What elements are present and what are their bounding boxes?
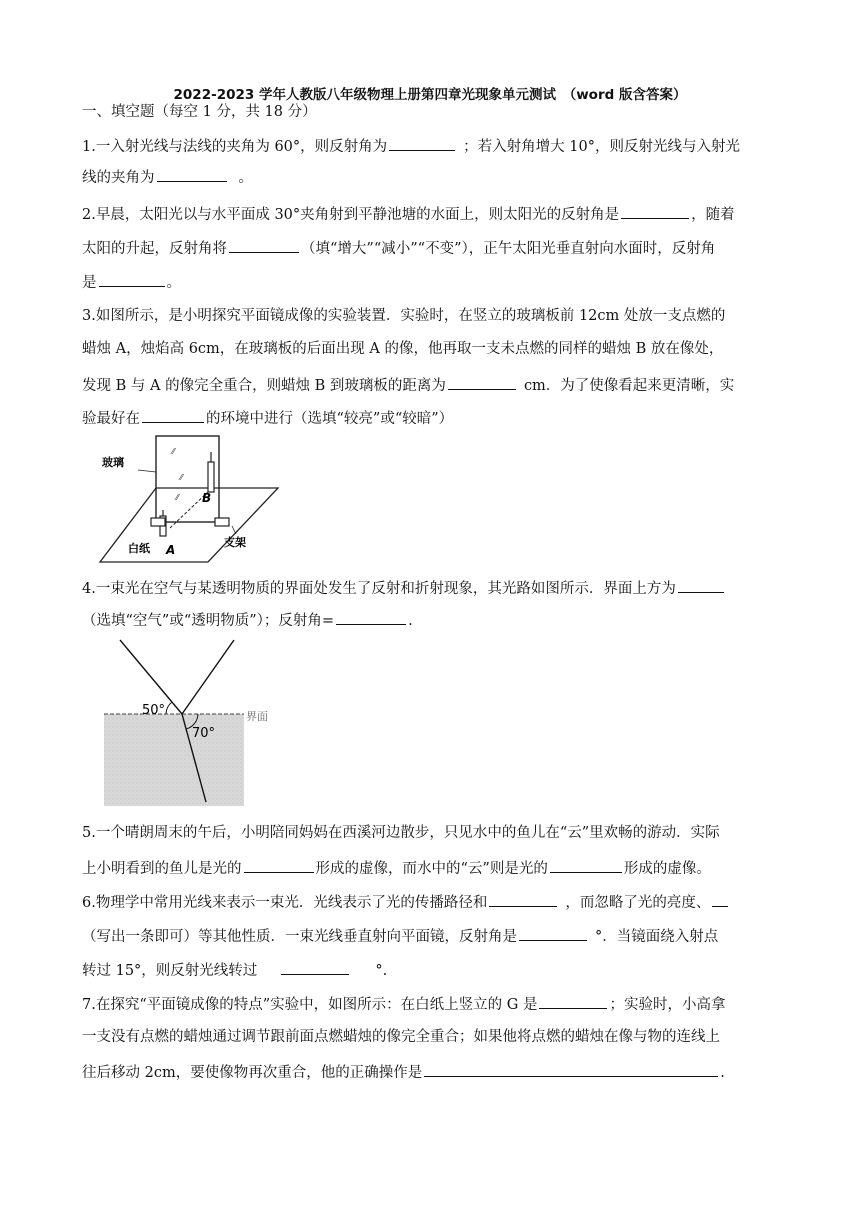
answer-blank[interactable] <box>489 891 557 907</box>
question-text: 太阳的升起，反射角将 <box>82 241 227 257</box>
answer-blank[interactable] <box>712 891 728 907</box>
answer-blank[interactable] <box>539 993 607 1009</box>
question-text: 是 <box>82 275 97 291</box>
question-text: 往后移动 2cm，要使像物再次重合，他的正确操作是 <box>82 1065 423 1081</box>
question-3-line-3 <box>82 374 782 396</box>
question-6-line-3 <box>82 959 782 981</box>
answer-blank[interactable] <box>678 577 724 593</box>
question-text: 上小明看到的鱼儿是光的 <box>82 861 242 877</box>
question-text: °. <box>375 963 388 979</box>
question-text: 4.一束光在空气与某透明物质的界面处发生了反射和折射现象，其光路如图所示．界面上方为 <box>82 581 676 597</box>
mirror-experiment-figure <box>98 432 280 566</box>
answer-blank[interactable] <box>336 609 406 625</box>
question-5-line-2 <box>82 857 782 879</box>
question-text: 的环境中进行（选填“较亮”或“较暗”） <box>206 411 454 427</box>
question-text: 发现 B 与 A 的像完全重合，则蜡烛 B 到玻璃板的距离为 <box>82 378 446 394</box>
question-7-line-3 <box>82 1061 782 1083</box>
question-3-line-2: 蜡烛 A，烛焰高 6cm，在玻璃板的后面出现 A 的像，他再取一支未点燃的同样的蜡烛 B 放在像处， <box>82 341 724 357</box>
answer-blank[interactable] <box>448 374 516 390</box>
question-7-line-2: 一支没有点燃的蜡烛通过调节跟前面点燃蜡烛的像完全重合；如果他将点燃的蜡烛在像与物的连线上 <box>82 1029 720 1045</box>
svg-text:⁄⁄: ⁄⁄ <box>172 447 175 456</box>
answer-blank[interactable] <box>244 857 314 873</box>
question-text: 。 <box>238 170 253 186</box>
question-text: . <box>408 613 413 629</box>
question-7 <box>82 993 782 1015</box>
label-a: A <box>166 543 176 557</box>
question-text: °．当镜面绕入射点 <box>595 929 719 945</box>
question-2-line-3 <box>82 271 782 293</box>
label-glass: 玻璃 <box>102 456 124 469</box>
answer-blank[interactable] <box>157 166 227 182</box>
answer-blank[interactable] <box>281 959 349 975</box>
question-2-line-2 <box>82 237 782 259</box>
question-text: 转过 15°，则反射光线转过 <box>82 963 258 979</box>
question-text: 6.物理学中常用光线来表示一束光．光线表示了光的传播路径和 <box>82 895 488 911</box>
question-text: ；实验时，小高拿 <box>609 997 726 1013</box>
question-1 <box>82 135 782 157</box>
answer-blank[interactable] <box>519 925 587 941</box>
question-text: 1.一入射光线与法线的夹角为 60°，则反射角为 <box>82 139 388 155</box>
answer-blank[interactable] <box>621 203 689 219</box>
refraction-figure <box>104 638 278 806</box>
question-text: （填“增大”“减小”“不变”），正午太阳光垂直射向水面时，反射角 <box>301 241 716 257</box>
question-text: （选填“空气”或“透明物质”）；反射角= <box>82 613 335 629</box>
angle-70-label: 70° <box>192 726 216 741</box>
label-paper: 白纸 <box>128 542 150 555</box>
svg-text:⁄⁄: ⁄⁄ <box>180 473 183 482</box>
question-2 <box>82 203 782 225</box>
question-text: 形成的虚像。 <box>623 861 711 877</box>
answer-blank[interactable] <box>142 407 204 423</box>
question-6-line-2 <box>82 925 782 947</box>
question-3-line-4 <box>82 407 782 429</box>
question-text: 验最好在 <box>82 411 140 427</box>
question-text: 形成的虚像，而水中的“云”则是光的 <box>315 861 548 877</box>
answer-blank[interactable] <box>229 237 299 253</box>
svg-text:⁄⁄: ⁄⁄ <box>176 493 179 502</box>
label-stand: 支架 <box>224 536 246 549</box>
label-b: B <box>202 491 212 505</box>
question-5: 5.一个晴朗周末的午后，小明陪同妈妈在西溪河边散步，只见水中的鱼儿在“云”里欢畅的游动．实际 <box>82 825 720 841</box>
question-1-line-2 <box>82 166 782 188</box>
answer-blank[interactable] <box>550 857 622 873</box>
boundary-label: 界面 <box>246 710 268 723</box>
question-text: ，而忽略了光的亮度、 <box>565 895 711 911</box>
question-4-line-2 <box>82 609 782 631</box>
question-text: 。 <box>166 275 181 291</box>
question-text: 7.在探究“平面镜成像的特点”实验中，如图所示：在白纸上竖立的 G 是 <box>82 997 538 1013</box>
question-text: ；若入射角增大 10°，则反射光线与入射光 <box>463 139 740 155</box>
question-4 <box>82 577 782 599</box>
answer-blank[interactable] <box>389 135 455 151</box>
question-text: 2.早晨，太阳光以与水平面成 30°夹角射到平静池塘的水面上，则太阳光的反射角是 <box>82 207 620 223</box>
angle-50-label: 50° <box>142 703 166 718</box>
answer-blank[interactable] <box>424 1061 718 1077</box>
question-3: 3.如图所示，是小明探究平面镜成像的实验装置．实验时，在竖立的玻璃板前 12cm 处放一支点燃的 <box>82 308 726 324</box>
section-heading: 一、填空题（每空 1 分，共 18 分） <box>82 104 317 120</box>
question-text: ，随着 <box>691 207 735 223</box>
question-text: 线的夹角为 <box>82 170 155 186</box>
question-6 <box>82 891 782 913</box>
answer-blank[interactable] <box>99 271 165 287</box>
document-title: 2022-2023 学年人教版八年级物理上册第四章光现象单元测试 （word 版含答案） <box>173 87 687 103</box>
question-text: cm．为了使像看起来更清晰，实 <box>523 378 735 394</box>
question-text: . <box>720 1065 725 1081</box>
question-text: （写出一条即可）等其他性质．一束光线垂直射向平面镜，反射角是 <box>82 929 517 945</box>
